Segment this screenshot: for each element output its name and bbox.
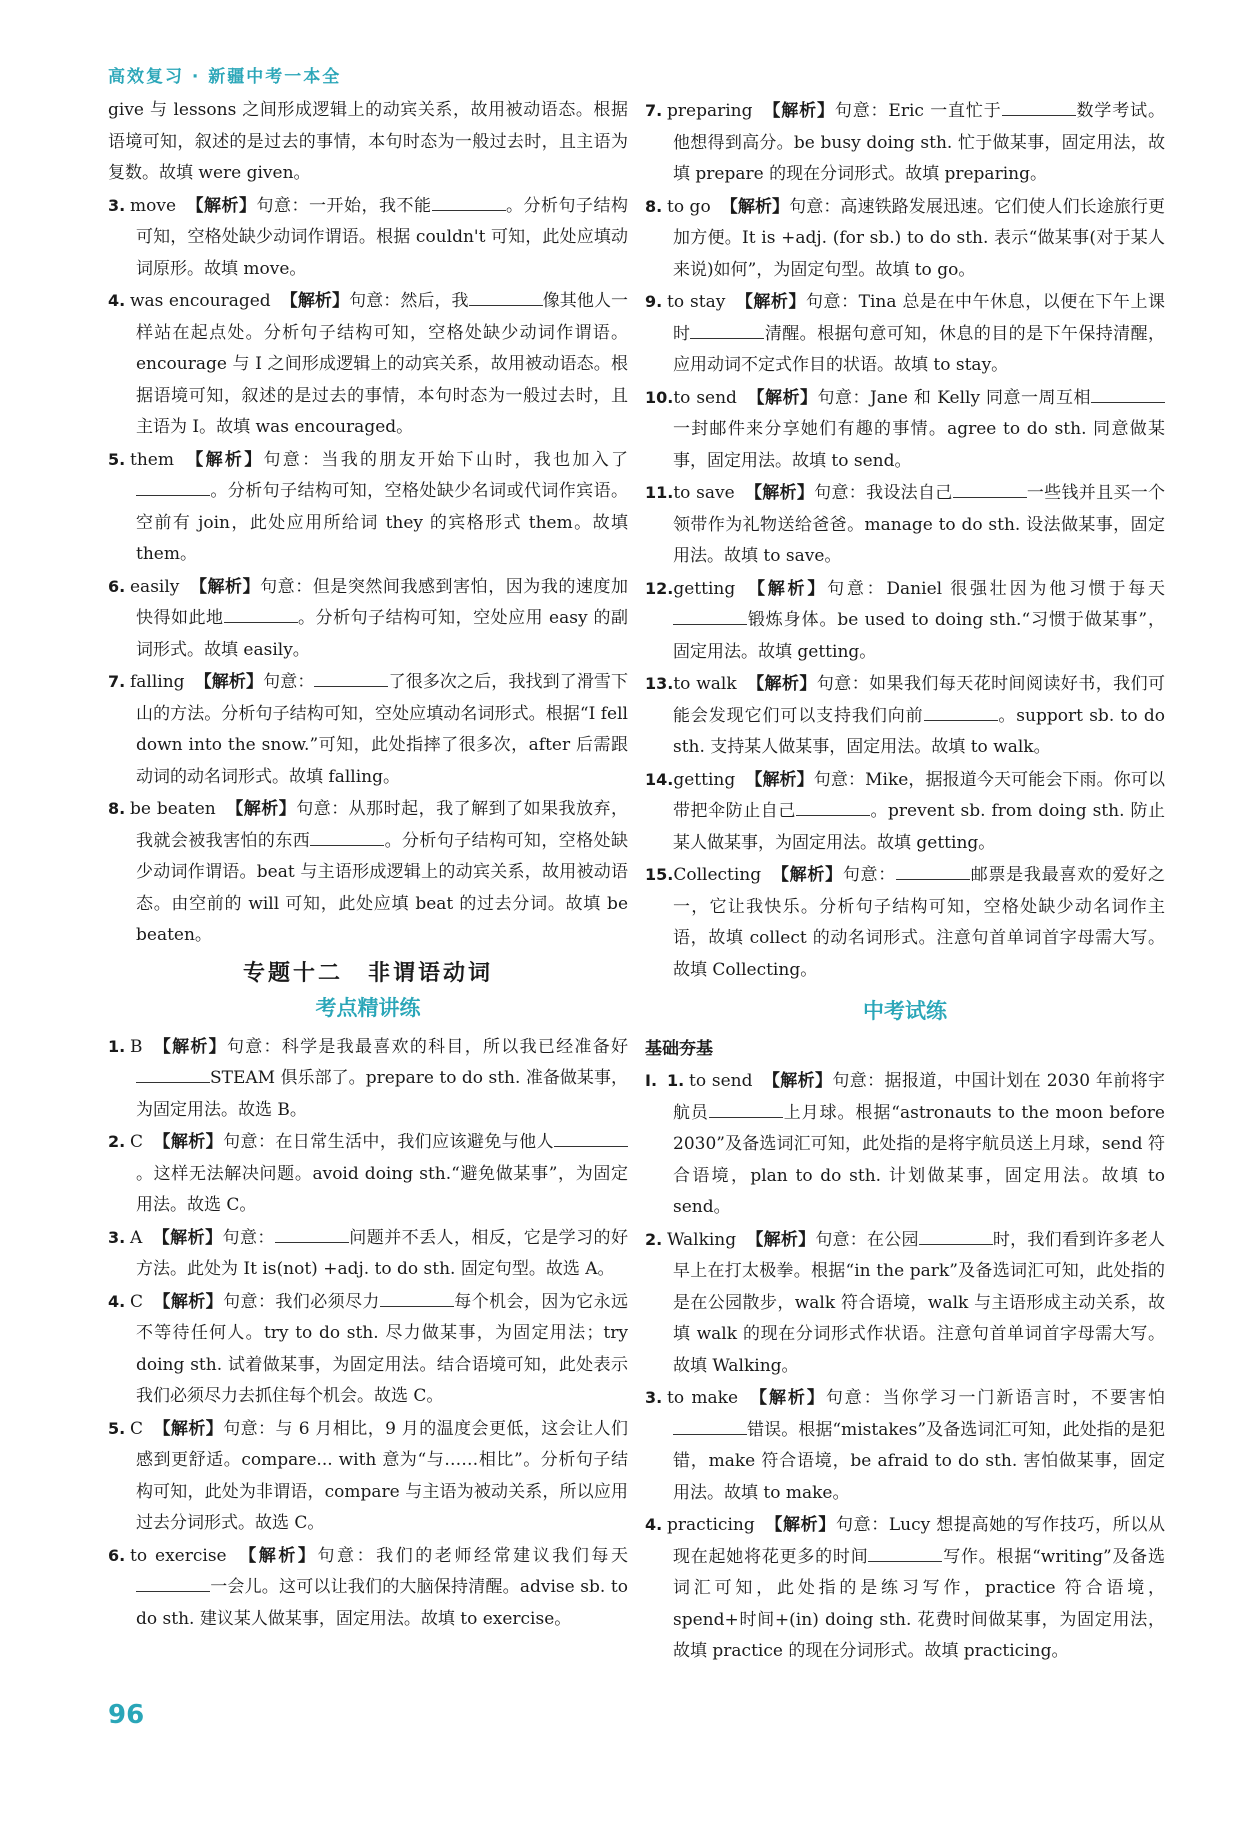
explanation-text: 句意：当我的朋友开始下山时，我也加入了 <box>263 449 629 470</box>
answer-item <box>108 285 628 444</box>
answer-item <box>645 764 1165 860</box>
item-number: 1. <box>667 1071 685 1090</box>
answer-text: was encouraged <box>130 291 271 311</box>
explanation-text: 一会儿。这可以让我们的大脑保持清醒。advise sb. to do sth. 建议某人做某事，固定用法。故填 to exercise。 <box>136 1577 628 1629</box>
item-number: 6. <box>108 576 126 596</box>
analysis-tag: 【解析】 <box>153 1291 224 1312</box>
analysis-tag: 【解析】 <box>194 672 264 692</box>
answer-item <box>108 1126 628 1222</box>
blank-line <box>673 606 747 625</box>
answer-text: C <box>130 1291 144 1312</box>
answer-item <box>645 1224 1165 1383</box>
answer-text: easily <box>130 576 180 597</box>
blank-line <box>673 1416 747 1435</box>
analysis-tag: 【解析】 <box>748 1388 826 1408</box>
explanation-text: 句意：然后，我 <box>349 291 469 311</box>
item-number: 4. <box>645 1515 663 1534</box>
answer-item <box>645 477 1165 573</box>
left-bottom-items <box>108 1031 628 1636</box>
blank-line <box>469 287 543 306</box>
answer-text: move <box>130 195 177 216</box>
explanation-text: 上月球。根据“astronauts to the moon before 2030”及备选词汇可知，此处指的是将宇航员送上月球，send 符合语境，plan to do sth. 计划做某事，固定用法。故填 to send。 <box>673 1102 1165 1217</box>
blank-line <box>924 702 998 721</box>
answer-text: to stay <box>667 292 726 312</box>
section-title-right: 中考试练 <box>863 999 947 1023</box>
explanation-text: 。分析句子结构可知，空格处缺少动词作谓语。beat 与主语形成逻辑上的动宾关系，故用被动语态。由空前的 will 可知，此处应填 beat 的过去分词。故填 be beaten。 <box>136 830 629 945</box>
analysis-tag: 【解析】 <box>189 576 261 597</box>
explanation-text: 句意：我设法自己 <box>814 483 953 503</box>
analysis-tag: 【解析】 <box>746 674 817 694</box>
explanation-text: 数学考试。他想得到高分。be busy doing sth. 忙于做某事，固定用法，故填 prepare 的现在分词形式。故填 preparing。 <box>673 101 1166 184</box>
analysis-tag: 【解析】 <box>153 1132 224 1152</box>
explanation-text: 句意： <box>263 672 315 692</box>
item-number: 10. <box>645 387 674 407</box>
answer-text: to walk <box>673 674 737 694</box>
item-number: 2. <box>645 1229 663 1249</box>
answer-text: practicing <box>667 1515 755 1535</box>
item-number: 4. <box>108 1291 126 1311</box>
answer-item <box>108 1222 628 1286</box>
explanation-text: 清醒。根据句意可知，休息的目的是下午保持清醒，应用动词不定式作目的状语。故填 to stay。 <box>673 323 1166 375</box>
answer-item <box>645 859 1165 986</box>
blank-line <box>1002 97 1076 116</box>
explanation-text: 句意：Eric 一直忙于 <box>834 101 1002 121</box>
page-number: 96 <box>108 1700 145 1730</box>
explanation-text: 句意：科学是我最喜欢的科目，所以我已经准备好 <box>226 1036 629 1057</box>
answer-text: A <box>130 1227 143 1248</box>
analysis-tag: 【解析】 <box>745 769 814 790</box>
item-number: 8. <box>645 196 663 216</box>
analysis-tag: 【解析】 <box>152 1036 227 1057</box>
answer-item <box>108 190 628 286</box>
explanation-text: 句意：Daniel 很强壮因为他习惯于每天 <box>827 578 1165 599</box>
answer-item <box>108 793 628 952</box>
answer-item <box>108 1413 628 1540</box>
item-number: 11. <box>645 483 674 502</box>
explanation-text: 句意：在公园 <box>815 1229 919 1250</box>
item-number: 1. <box>108 1036 126 1056</box>
left-top-items <box>108 95 628 952</box>
explanation-text: 句意：我们必须尽力 <box>223 1291 380 1312</box>
item-number: 7. <box>645 101 663 120</box>
answer-text: to send <box>673 387 737 408</box>
item-number: 3. <box>645 1388 663 1407</box>
analysis-tag: 【解析】 <box>746 1229 816 1250</box>
answer-item <box>645 573 1165 669</box>
answer-text: B <box>130 1036 143 1057</box>
explanation-text: 一些钱并且买一个领带作为礼物送给爸爸。manage to do sth. 设法做某事，固定用法。故填 to save。 <box>673 483 1165 566</box>
explanation-text: 一封邮件来分享她们有趣的事情。agree to do sth. 同意做某事，固定用法。故填 to send。 <box>673 419 1165 471</box>
answer-item <box>108 1031 628 1127</box>
explanation-text: 句意：如果我们每天花时间阅读好书，我们可能会发现它们可以支持我们向前 <box>673 674 1165 726</box>
blank-line <box>796 797 870 816</box>
answer-text: to make <box>667 1388 739 1408</box>
analysis-tag: 【解析】 <box>762 101 835 121</box>
answer-text: C <box>130 1132 144 1152</box>
answer-item <box>645 668 1165 764</box>
item-number: 15. <box>645 865 674 884</box>
answer-text: to save <box>673 483 735 503</box>
answer-item <box>108 666 628 793</box>
topic-title: 专题十二 非谓语动词 <box>242 960 493 986</box>
answer-item <box>108 95 628 190</box>
answer-item <box>645 1065 1165 1224</box>
answer-text: Walking <box>667 1229 737 1250</box>
explanation-text: give 与 lessons 之间形成逻辑上的动宾关系，故用被动语态。根据语境可知，叙述的是过去的事情，本句时态为一般过去时，且主语为复数。故填 were given。 <box>108 100 628 183</box>
blank-line <box>868 1543 942 1562</box>
item-number: 4. <box>108 291 126 310</box>
answer-item <box>108 1286 628 1413</box>
explanation-text: 句意：一开始，我不能 <box>256 195 432 216</box>
right-bottom-items <box>645 1065 1165 1668</box>
subsection-title: 基础夯基 <box>645 1038 713 1059</box>
answer-text: preparing <box>667 101 753 121</box>
explanation-text: 邮票是我最喜欢的爱好之一，它让我快乐。分析句子结构可知，空格处缺少动名词作主语，故填 collect 的动名词形式。注意句首单词首字母需大写。故填 Collecting。 <box>673 865 1166 980</box>
analysis-tag: 【解析】 <box>280 291 350 311</box>
answer-text: C <box>130 1418 144 1439</box>
running-header: 高效复习 · 新疆中考一本全 <box>108 67 342 87</box>
blank-line <box>919 1226 993 1245</box>
explanation-text: STEAM 俱乐部了。prepare to do sth. 准备做某事，为固定用法。故选 B。 <box>136 1068 628 1120</box>
blank-line <box>310 827 384 846</box>
right-top-items <box>645 95 1165 986</box>
item-number: 3. <box>108 1227 126 1247</box>
analysis-tag: 【解析】 <box>153 1418 224 1439</box>
blank-line <box>224 604 298 623</box>
roman-label: Ⅰ. <box>645 1071 658 1090</box>
left-column <box>108 95 628 1635</box>
answer-item <box>108 571 628 667</box>
explanation-text: 句意：在日常生活中，我们应该避免与他人 <box>223 1132 555 1152</box>
blank-line <box>1091 384 1165 403</box>
explanation-text: 。这样无法解决问题。avoid doing sth.“避免做某事”，为固定用法。故选 C。 <box>136 1163 628 1215</box>
answer-text: to send <box>689 1071 753 1091</box>
explanation-text: 时，我们看到许多老人早上在打太极拳。根据“in the park”及备选词汇可知，此处指的是在公园散步，walk 符合语境，walk 与主语形成主动关系，故填 walk 的现在分词形式作状语。注意句首单词首字母需大写。故填 Walking。 <box>673 1229 1166 1376</box>
explanation-text: 每个机会，因为它永远不等待任何人。try to do sth. 尽力做某事，为固定用法；try doing sth. 试着做某事，为固定用法。结合语境可知，此处表示我们必须尽力去抓住每个机会。故选 C。 <box>136 1291 629 1406</box>
analysis-tag: 【解析】 <box>720 196 790 217</box>
answer-item <box>645 382 1165 478</box>
item-number: 6. <box>108 1545 126 1565</box>
analysis-tag: 【解析】 <box>745 578 828 599</box>
analysis-tag: 【解析】 <box>744 483 815 503</box>
answer-item <box>645 1509 1165 1668</box>
analysis-tag: 【解析】 <box>186 195 257 216</box>
analysis-tag: 【解析】 <box>183 449 264 470</box>
explanation-text: 。分析句子结构可知，空格处缺少动词作谓语。根据 couldn't 可知，此处应填动词原形。故填 move。 <box>136 195 629 279</box>
analysis-tag: 【解析】 <box>225 799 297 819</box>
explanation-text: 错误。根据“mistakes”及备选词汇可知，此处指的是犯错，make 符合语境，be afraid to do sth. 害怕做某事，固定用法。故填 to make。 <box>673 1419 1165 1503</box>
explanation-text: 句意：Lucy 想提高她的写作技巧，所以从现在起她将花更多的时间 <box>673 1515 1165 1567</box>
right-column <box>645 95 1165 1668</box>
explanation-text: 写作。根据“writing”及备选词汇可知，此处指的是练习写作，practice 符合语境，spend+时间+(in) doing sth. 花费时间做某事，为固定用法，故填 practice 的现在分词形式。故填 practicing。 <box>673 1546 1165 1661</box>
item-number: 12. <box>645 578 674 598</box>
analysis-tag: 【解析】 <box>735 292 807 312</box>
explanation-text: 。分析句子结构可知，空处应用 easy 的副词形式。故填 easily。 <box>136 608 628 660</box>
analysis-tag: 【解析】 <box>236 1545 318 1566</box>
explanation-text: 句意： <box>222 1227 275 1248</box>
item-number: 7. <box>108 672 126 691</box>
blank-line <box>136 477 210 496</box>
explanation-text: 句意：但是突然间我感到害怕，因为我的速度加快得如此地 <box>136 576 628 628</box>
explanation-text: 。prevent sb. from doing sth. 防止某人做某事，为固定用法。故填 getting。 <box>673 801 1165 853</box>
answer-item <box>645 1382 1165 1509</box>
blank-line <box>554 1128 628 1147</box>
analysis-tag: 【解析】 <box>152 1227 223 1248</box>
blank-line <box>136 1064 210 1083</box>
analysis-tag: 【解析】 <box>746 387 818 408</box>
explanation-text: 句意：据报道，中国计划在 2030 年前将宇航员 <box>673 1071 1166 1123</box>
answer-text: be beaten <box>130 799 216 819</box>
explanation-text: 问题并不丢人，相反，它是学习的好方法。此处为 It is(not) +adj. to do sth. 固定句型。故选 A。 <box>136 1227 629 1279</box>
answer-text: falling <box>130 672 185 692</box>
answer-text: getting <box>673 769 736 790</box>
answer-item <box>645 95 1165 191</box>
item-number: 2. <box>108 1132 126 1151</box>
blank-line <box>690 320 764 339</box>
answer-text: getting <box>673 578 736 599</box>
item-number: 13. <box>645 674 674 693</box>
explanation-text: 锻炼身体。be used to doing sth.“习惯于做某事”，固定用法。故填 getting。 <box>673 610 1165 662</box>
item-number: 9. <box>645 292 663 311</box>
explanation-text: 了很多次之后，我找到了滑雪下山的方法。分析句子结构可知，空处应填动名词形式。根据“I fell down into the snow.”可知，此处指摔了很多次，after 后需跟动词的动名词形式。故填 falling。 <box>136 672 629 787</box>
analysis-tag: 【解析】 <box>762 1071 833 1091</box>
blank-line <box>432 192 506 211</box>
blank-line <box>275 1224 349 1243</box>
item-number: 8. <box>108 799 126 818</box>
explanation-text: 句意：当你学习一门新语言时，不要害怕 <box>825 1388 1166 1408</box>
explanation-text: 。support sb. to do sth. 支持某人做某事，固定用法。故填 to walk。 <box>673 705 1165 757</box>
item-number: 14. <box>645 769 674 789</box>
blank-line <box>380 1288 454 1307</box>
explanation-text: 句意：Jane 和 Kelly 同意一周互相 <box>817 387 1091 408</box>
explanation-text: 。分析句子结构可知，空格处缺少名词或代词作宾语。空前有 join，此处应用所给词 they 的宾格形式 them。故填 them。 <box>136 481 628 564</box>
explanation-text: 句意：Tina 总是在中午休息，以便在下午上课时 <box>673 292 1166 344</box>
explanation-text: 句意：与 6 月相比，9 月的温度会更低，这会让人们感到更舒适。compare... with 意为“与……相比”。分析句子结构可知，此处为非谓语，compare 与主语为被动关系，所以应用过去分词形式。故选 C。 <box>136 1418 629 1533</box>
blank-line <box>896 861 970 880</box>
answer-item <box>108 444 628 571</box>
item-number: 3. <box>108 195 126 215</box>
analysis-tag: 【解析】 <box>764 1515 836 1535</box>
blank-line <box>136 1573 210 1592</box>
blank-line <box>953 479 1027 498</box>
answer-text: to exercise <box>130 1545 227 1566</box>
blank-line <box>314 668 388 687</box>
explanation-text: 句意：从那时起，我了解到了如果我放弃，我就会被我害怕的东西 <box>136 799 629 851</box>
blank-line <box>709 1099 783 1118</box>
answer-text: them <box>130 449 174 470</box>
explanation-text: 像其他人一样站在起点处。分析句子结构可知，空格处缺少动词作谓语。encourage 与 I 之间形成逻辑上的动宾关系，故用被动语态。根据语境可知，叙述的是过去的事情，本句时态为一般过去时，且主语为 I。故填 was encouraged。 <box>136 291 629 437</box>
item-number: 5. <box>108 1418 126 1438</box>
explanation-text: 句意：Mike，据报道今天可能会下雨。你可以带把伞防止自己 <box>673 769 1165 821</box>
item-number: 5. <box>108 449 126 469</box>
explanation-text: 句意： <box>842 865 896 885</box>
answer-item <box>108 1540 628 1636</box>
answer-item <box>645 191 1165 287</box>
answer-item <box>645 286 1165 382</box>
section-title-left: 考点精讲练 <box>315 996 421 1020</box>
answer-text: Collecting <box>673 865 762 885</box>
analysis-tag: 【解析】 <box>771 865 843 885</box>
answer-text: to go <box>667 196 711 217</box>
explanation-text: 句意：我们的老师经常建议我们每天 <box>317 1545 628 1566</box>
explanation-text: 句意：高速铁路发展迅速。它们使人们长途旅行更加方便。It is +adj. (for sb.) to do sth. 表示“做某事(对于某人来说)如何”，为固定句型。故填 to go。 <box>673 196 1166 280</box>
